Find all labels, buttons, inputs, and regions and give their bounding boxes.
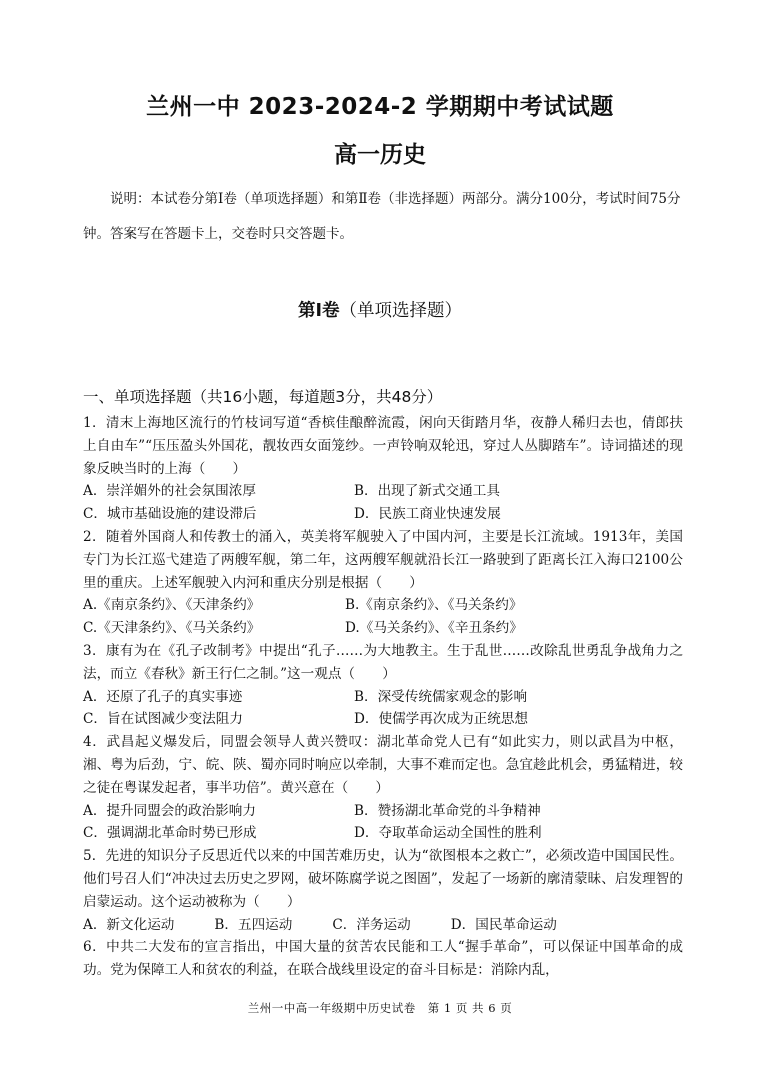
option-c: C．强调湖北革命时势已形成 — [83, 825, 257, 842]
option-d: D.《马关条约》、《辛丑条约》 — [345, 620, 523, 637]
question-list — [83, 412, 683, 982]
question-2 — [83, 526, 683, 640]
option-a: A．提升同盟会的政治影响力 — [83, 802, 256, 819]
option-c: C．洋务运动 — [332, 916, 411, 933]
section-heading — [0, 297, 760, 322]
question-stem: 3．康有为在《孔子改制考》中提出“孔子……为大地教主。生于乱世……改除乱世勇乱争战角力之法，而立《春秋》新王行仁之制。”这一观点（ ） — [83, 642, 683, 682]
page-footer: 兰州一中高一年级期中历史试卷 第 1 页 共 6 页 — [247, 1001, 513, 1015]
question-6 — [83, 936, 683, 982]
options — [83, 914, 683, 937]
section-part: 第Ⅰ卷 — [297, 301, 340, 321]
question-1 — [83, 412, 683, 526]
exam-title: 兰州一中 2023-2024-2 学期期中考试试题 — [146, 94, 614, 120]
option-d: D．夺取革命运动全国性的胜利 — [354, 825, 542, 842]
question-3 — [83, 640, 683, 731]
option-b: B．深受传统儒家观念的影响 — [354, 688, 528, 705]
question-stem: 1．清末上海地区流行的竹枝词写道“香槟佳酿醉流霞，闲向天街踏月华，夜静人稀归去也，倩郎扶上自由车”“压压盈头外国花，靓妆西女面笼纱。一声铃响双轮迅，穿过人丛脚踏车”。诗词描述的现象反映当时的上海（ ） — [83, 415, 683, 477]
option-a: A．还原了孔子的真实事迹 — [83, 688, 243, 705]
options — [83, 594, 683, 640]
option-a: A．崇洋媚外的社会氛围浓厚 — [83, 483, 256, 500]
exam-instructions: 说明：本试卷分第Ⅰ卷（单项选择题）和第Ⅱ卷（非选择题）两部分。满分100分，考试时间75分钟。答案写在答题卡上，交卷时只交答题卡。 — [83, 191, 681, 242]
question-stem: 4．武昌起义爆发后，同盟会领导人黄兴赞叹：湖北革命党人已有“如此实力，则以武昌为中枢，湘、粤为后劲，宁、皖、陕、蜀亦同时响应以牵制，大事不难而定也。急宜趁此机会，勇猛精进，较之徒在粤谋发起者，事半功倍”。黄兴意在（ ） — [83, 734, 683, 796]
option-d: D．国民革命运动 — [450, 916, 557, 933]
option-c: C．旨在试图减少变法阻力 — [83, 711, 243, 728]
question-stem: 2．随着外国商人和传教士的涌入，英美将军舰驶入了中国内河，主要是长江流域。1913年，美国专门为长江巡弋建造了两艘军舰，第二年，这两艘军舰就沿长江一路驶到了距离长江入海口2100公里的重庆。上述军舰驶入内河和重庆分别是根据（ ） — [83, 528, 683, 591]
option-b: B．出现了新式交通工具 — [354, 483, 500, 500]
question-stem: 5．先进的知识分子反思近代以来的中国苦难历史，认为“欲图根本之救亡”，必须改造中国国民性。他们号召人们“冲决过去历史之罗网，破坏陈腐学说之图圄”，发起了一场新的廓清蒙昧、启发理智的启蒙运动。这个运动被称为（ ） — [83, 848, 683, 910]
section-name: （单项选择题） — [339, 301, 462, 321]
question-group-heading: 一、单项选择题（共16小题，每道题3分，共48分） — [83, 388, 443, 406]
option-c: C．城市基础设施的建设滞后 — [83, 506, 257, 523]
question-stem: 6．中共二大发布的宣言指出，中国大量的贫苦农民能和工人“握手革命”，可以保证中国革命的成功。党为保障工人和贫农的利益，在联合战线里设定的奋斗目标是：消除内乱， — [83, 939, 683, 979]
options — [83, 686, 683, 732]
option-d: D．民族工商业快速发展 — [354, 506, 501, 523]
option-b: B.《南京条约》、《马关条约》 — [345, 597, 523, 614]
question-5 — [83, 845, 683, 936]
option-b: B．赞扬湖北革命党的斗争精神 — [354, 802, 541, 819]
option-a: A．新文化运动 — [83, 916, 175, 933]
option-b: B．五四运动 — [214, 916, 293, 933]
option-c: C.《天津条约》、《马关条约》 — [83, 620, 261, 637]
option-d: D．使儒学再次成为正统思想 — [354, 711, 529, 728]
options — [83, 800, 683, 846]
option-a: A.《南京条约》、《天津条约》 — [83, 597, 261, 614]
question-4 — [83, 731, 683, 845]
options — [83, 480, 683, 526]
exam-subject: 高一历史 — [334, 142, 426, 168]
